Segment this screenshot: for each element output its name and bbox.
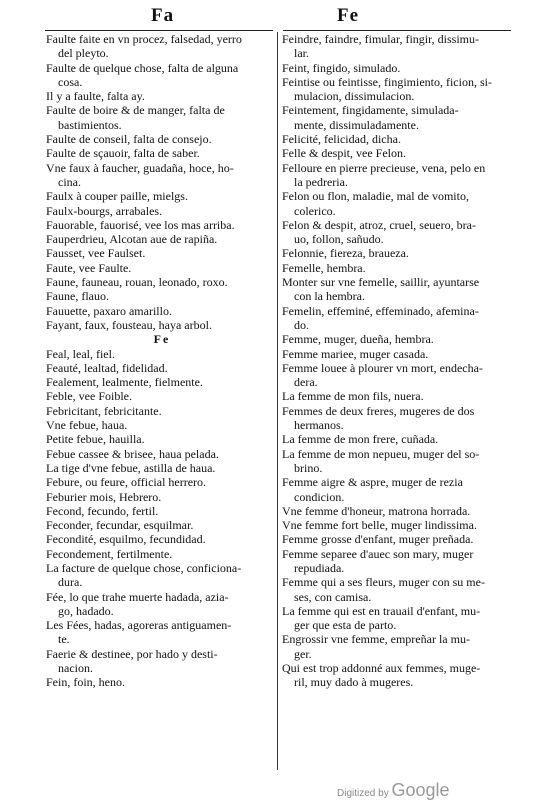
entry-line: Fealement, lealmente, fielmente.	[46, 375, 203, 390]
entry-line: bastimientos.	[58, 117, 122, 132]
section-heading: Fe	[153, 332, 171, 347]
entry-line: Febure, ou feure, official herrero.	[46, 475, 207, 490]
entry-line: Faerie & destinee, por hado y desti-	[46, 646, 218, 661]
entry-line: go, hadado.	[58, 603, 114, 618]
entry-line: la pedreria.	[294, 174, 348, 189]
digitized-watermark	[337, 780, 450, 801]
entry-line: Faulte de sçauoir, falta de saber.	[46, 146, 200, 161]
entry-line: Felle & despit, vee Felon.	[282, 146, 406, 161]
entry-line: con la hembra.	[294, 289, 365, 304]
entry-line: Feconder, fecundar, esquilmar.	[46, 518, 194, 533]
entry-line: Fecond, fecundo, fertil.	[46, 503, 159, 518]
entry-line: Fecondité, esquilmo, fecundidad.	[46, 532, 206, 547]
entry-line: ger.	[294, 646, 312, 661]
entry-line: Femelle, hembra.	[282, 260, 366, 275]
entry-line: Femme, muger, dueña, hembra.	[282, 332, 434, 347]
entry-line: Felon & despit, atroz, cruel, seuero, bra-	[282, 217, 476, 232]
entry-line: La femme de mon nepueu, muger del so-	[282, 446, 480, 461]
entry-line: Vne faux à faucher, guadaña, hoce, ho-	[46, 160, 234, 175]
entry-line: Vne femme d'honeur, matrona horrada.	[282, 503, 471, 518]
entry-line: Faulte de quelque chose, falta de alguna	[46, 60, 239, 75]
entry-line: La femme de mon fils, nuera.	[282, 389, 424, 404]
entry-line: Faune, fauneau, rouan, leonado, roxo.	[46, 275, 228, 290]
entry-line: Petite febue, hauilla.	[46, 432, 145, 447]
entry-line: Engrossir vne femme, empreñar la mu-	[282, 632, 470, 647]
entry-line: Feindre, faindre, fimular, fingir, dissimu-	[282, 32, 479, 46]
entry-line: del pleyto.	[58, 46, 109, 61]
entry-line: Fée, lo que trahe muerte hadada, azia-	[46, 589, 229, 604]
entry-line: Faulte de boire & de manger, falta de	[46, 103, 225, 118]
entry-line: ger que esta de parto.	[294, 618, 397, 633]
entry-line: La facture de quelque chose, conficiona-	[46, 560, 242, 575]
entry-line: do.	[294, 317, 309, 332]
entry-line: Feauté, lealtad, fidelidad.	[46, 360, 168, 375]
entry-line: Felloure en pierre precieuse, vena, pelo en	[282, 160, 486, 175]
entry-line: Febricitant, febricitante.	[46, 403, 162, 418]
entry-line: Feintise ou feintisse, fingimiento, ficion, si-	[282, 74, 492, 89]
entry-line: mulacion, dissimulacion.	[294, 89, 415, 104]
left-column	[46, 32, 278, 690]
entry-line: dera.	[294, 375, 318, 390]
entry-line: cina.	[58, 174, 81, 189]
entry-line: Faune, flauo.	[46, 289, 109, 304]
right-header-rule	[283, 30, 511, 31]
right-column	[282, 32, 510, 690]
entry-line: La tige d'vne febue, astilla de haua.	[46, 460, 216, 475]
entry-line: Femme qui a ses fleurs, muger con su me-	[282, 575, 485, 590]
entry-line: Felicité, felicidad, dicha.	[282, 132, 401, 147]
entry-line: Fayant, faux, fousteau, haya arbol.	[46, 317, 212, 332]
entry-line: Monter sur vne femelle, saillir, ayuntarse	[282, 275, 480, 290]
entry-line: cosa.	[58, 74, 83, 89]
entry-line: Faute, vee Faulte.	[46, 260, 132, 275]
entry-line: Femmes de deux freres, mugeres de dos	[282, 403, 475, 418]
entry-line: Feal, leal, fiel.	[46, 346, 115, 361]
entry-line: repudiada.	[294, 560, 345, 575]
entry-line: Vne febue, haua.	[46, 418, 128, 433]
entry-line: hermanos.	[294, 418, 344, 433]
entry-line: ril, muy dado à mugeres.	[294, 675, 414, 690]
entry-line: Les Fées, hadas, agoreras antiguamen-	[46, 618, 232, 633]
entry-line: La femme de mon frere, cuñada.	[282, 432, 439, 447]
entry-line: Faulte faite en vn procez, falsedad, yerro	[46, 32, 242, 46]
entry-line: nacion.	[58, 661, 93, 676]
watermark-brand: Google	[391, 780, 450, 800]
entry-line: Faulx à couper paille, mielgs.	[46, 189, 188, 204]
entry-line: uo, follon, sañudo.	[294, 232, 384, 247]
entry-line: Felon ou flon, maladie, mal de vomito,	[282, 189, 469, 204]
left-running-header: Fa	[151, 5, 175, 26]
entry-line: condicion.	[294, 489, 345, 504]
entry-line: Felonnie, fiereza, braueza.	[282, 246, 409, 261]
right-running-header: Fe	[337, 5, 360, 26]
entry-line: Faulx-bourgs, arrabales.	[46, 203, 163, 218]
entry-line: ses, con camisa.	[294, 589, 372, 604]
entry-line: Faulte de conseil, falta de consejo.	[46, 132, 212, 147]
watermark-prefix: Digitized by	[337, 788, 389, 799]
entry-line: Feble, vee Foible.	[46, 389, 132, 404]
entry-line: te.	[58, 632, 70, 647]
entry-line: Femme separee d'auec son mary, muger	[282, 546, 474, 561]
entry-line: Il y a faulte, falta ay.	[46, 89, 145, 104]
entry-line: Femme aigre & aspre, muger de rezia	[282, 475, 463, 490]
entry-line: Fauuette, paxaro amarillo.	[46, 303, 172, 318]
entry-line: Femme louee à plourer vn mort, endecha-	[282, 360, 483, 375]
entry-line: dura.	[58, 575, 83, 590]
entry-line: Fecondement, fertilmente.	[46, 546, 173, 561]
entry-line: mente, dissimuladamente.	[294, 117, 419, 132]
entry-line: La femme qui est en trauail d'enfant, mu-	[282, 603, 481, 618]
entry-line: Feintement, fingidamente, simulada-	[282, 103, 459, 118]
entry-line: lar.	[294, 46, 309, 61]
entry-line: Qui est trop addonné aux femmes, muge-	[282, 661, 481, 676]
entry-line: colerico.	[294, 203, 336, 218]
entry-line: Femelin, effeminé, effeminado, afemina-	[282, 303, 479, 318]
entry-line: Femme mariee, muger casada.	[282, 346, 429, 361]
entry-line: Fauperdrieu, Alcotan aue de rapiña.	[46, 232, 218, 247]
entry-line: Femme grosse d'enfant, muger preñada.	[282, 532, 474, 547]
entry-line: Feburier mois, Hebrero.	[46, 489, 162, 504]
entry-line: Fausset, vee Faulset.	[46, 246, 146, 261]
entry-line: Fauorable, fauorisé, vee los mas arriba.	[46, 217, 235, 232]
entry-line: Fein, foin, heno.	[46, 675, 125, 690]
entry-line: Feint, fingido, simulado.	[282, 60, 401, 75]
left-header-rule	[45, 30, 273, 31]
entry-line: Vne femme fort belle, muger lindissima.	[282, 518, 477, 533]
entry-line: Febue cassee & brisee, haua pelada.	[46, 446, 219, 461]
entry-line: brino.	[294, 460, 323, 475]
